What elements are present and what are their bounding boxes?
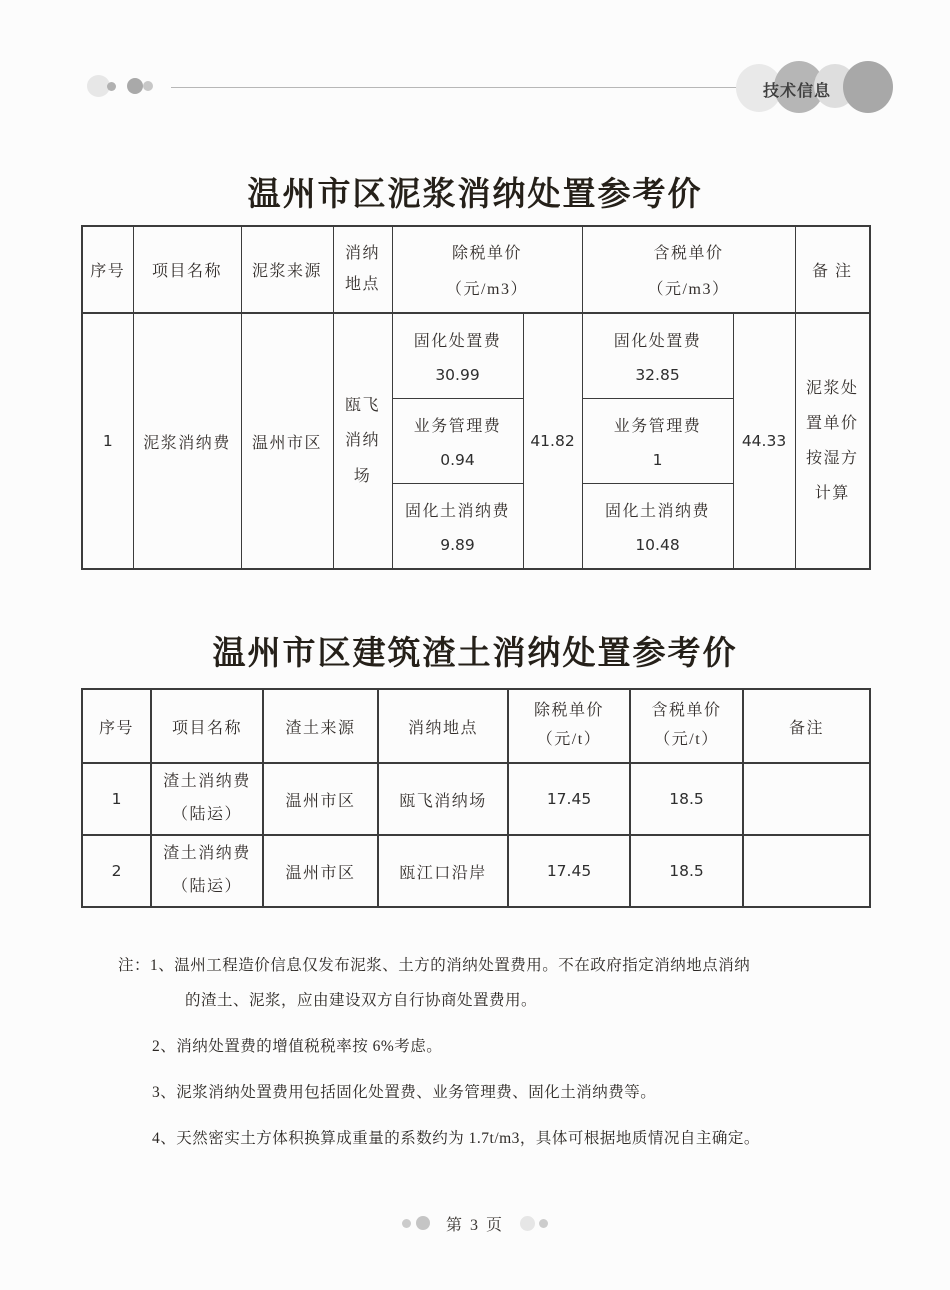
table2-row xyxy=(82,835,870,907)
cell-source: 温州市区 xyxy=(241,313,333,569)
decor-dot xyxy=(520,1216,535,1231)
cell-inctax: 18.5 xyxy=(630,835,743,907)
page-footer xyxy=(0,1208,950,1238)
col-header-extax: 除税单价 （元/t） xyxy=(508,689,630,763)
table1-body-row xyxy=(82,313,870,399)
cell-extax: 17.45 xyxy=(508,763,630,835)
decor-dot xyxy=(143,81,153,91)
decor-dot xyxy=(402,1219,411,1228)
mud-price-title: 温州市区泥浆消纳处置参考价 xyxy=(247,177,703,213)
cell-seq: 1 xyxy=(82,313,133,569)
cell-extax-total: 41.82 xyxy=(523,313,582,569)
col-header-source: 泥浆来源 xyxy=(241,226,333,313)
tech-info-badge: 技术信息 xyxy=(763,81,832,100)
table2-header-row xyxy=(82,689,870,763)
cell-inctax-item-2: 业务管理费 1 xyxy=(582,399,733,484)
cell-remark: 泥浆处置单价按湿方计算 xyxy=(795,313,870,569)
cell-inctax-item-3: 固化土消纳费 10.48 xyxy=(582,484,733,570)
decor-dot xyxy=(127,78,143,94)
col-header-inctax: 含税单价 （元/m3） xyxy=(582,226,795,313)
col-header-seq: 序号 xyxy=(82,226,133,313)
decor-dot xyxy=(107,82,116,91)
note-item-3: 3、泥浆消纳处置费用包括固化处置费、业务管理费、固化土消纳费等。 xyxy=(152,1084,657,1101)
cell-seq: 1 xyxy=(82,763,151,835)
cell-project: 渣土消纳费 （陆运） xyxy=(151,835,263,907)
badge-circle xyxy=(843,61,893,113)
col-header-seq: 序号 xyxy=(82,689,151,763)
note-item-2: 2、消纳处置费的增值税税率按 6%考虑。 xyxy=(152,1038,443,1055)
cell-inctax-item-1: 固化处置费 32.85 xyxy=(582,313,733,399)
cell-source: 温州市区 xyxy=(263,763,378,835)
note-item-1: 注：1、温州工程造价信息仅发布泥浆、土方的消纳处置费用。不在政府指定消纳地点消纳 xyxy=(118,957,751,974)
table1-header-row xyxy=(82,226,870,313)
mud-price-table xyxy=(81,225,871,570)
decor-dot xyxy=(539,1219,548,1228)
slag-price-title: 温州市区建筑渣土消纳处置参考价 xyxy=(212,636,738,672)
table2-row xyxy=(82,763,870,835)
cell-extax-item-3: 固化土消纳费 9.89 xyxy=(392,484,523,570)
decor-dot xyxy=(416,1216,430,1230)
col-header-site: 消纳地点 xyxy=(333,226,392,313)
note-prefix: 注： xyxy=(118,957,151,974)
col-header-remark: 备注 xyxy=(743,689,870,763)
header-rule xyxy=(171,87,739,88)
note-item-4: 4、天然密实土方体积换算成重量的系数约为 1.7t/m3，具体可根据地质情况自主确定。 xyxy=(152,1130,760,1147)
cell-site: 瓯飞消纳场 xyxy=(333,313,392,569)
col-header-site: 消纳地点 xyxy=(378,689,508,763)
col-header-project: 项目名称 xyxy=(133,226,241,313)
cell-inctax: 18.5 xyxy=(630,763,743,835)
cell-project: 泥浆消纳费 xyxy=(133,313,241,569)
cell-remark xyxy=(743,763,870,835)
col-header-remark: 备 注 xyxy=(795,226,870,313)
cell-extax-item-1: 固化处置费 30.99 xyxy=(392,313,523,399)
cell-inctax-total: 44.33 xyxy=(733,313,795,569)
cell-extax-item-2: 业务管理费 0.94 xyxy=(392,399,523,484)
note-item-1-continued: 的渣土、泥浆，应由建设双方自行协商处置费用。 xyxy=(185,992,538,1009)
col-header-project: 项目名称 xyxy=(151,689,263,763)
col-header-source: 渣土来源 xyxy=(263,689,378,763)
cell-extax: 17.45 xyxy=(508,835,630,907)
cell-site: 瓯飞消纳场 xyxy=(378,763,508,835)
page-number: 第 3 页 xyxy=(445,1216,504,1234)
cell-remark xyxy=(743,835,870,907)
cell-site: 瓯江口沿岸 xyxy=(378,835,508,907)
cell-source: 温州市区 xyxy=(263,835,378,907)
cell-project: 渣土消纳费 （陆运） xyxy=(151,763,263,835)
notes-section xyxy=(118,948,848,1156)
cell-seq: 2 xyxy=(82,835,151,907)
col-header-inctax: 含税单价 （元/t） xyxy=(630,689,743,763)
col-header-extax: 除税单价 （元/m3） xyxy=(392,226,582,313)
slag-price-table xyxy=(81,688,871,908)
